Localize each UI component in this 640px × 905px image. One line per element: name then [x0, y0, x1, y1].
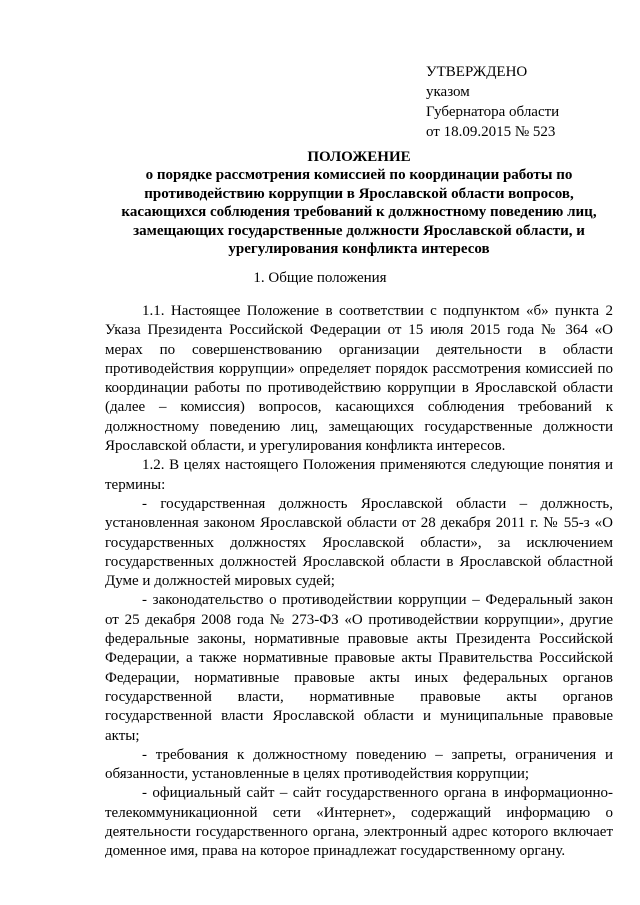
- approval-status: УТВЕРЖДЕНО: [426, 64, 528, 80]
- approval-stamp: [426, 62, 559, 142]
- document-subtitle-line: противодействию коррупции в Ярославской области вопросов,: [144, 185, 574, 202]
- document-subtitle-line: замещающих государственные должности Ярославской области, и: [133, 222, 585, 239]
- approval-authority: Губернатора области: [426, 104, 560, 120]
- section-heading: 1. Общие положения: [253, 270, 387, 286]
- paragraph-1-2: 1.2. В целях настоящего Положения применяются следующие понятия и термины:: [105, 457, 613, 493]
- document-subtitle-line: урегулирования конфликта интересов: [228, 241, 490, 258]
- document-subtitle-line: о порядке рассмотрения комиссией по координации работы по: [145, 167, 573, 184]
- document-body: [105, 302, 613, 862]
- paragraph-1-1: 1.1. Настоящее Положение в соответствии с подпунктом «б» пункта 2 Указа Президента Российской Федерации от 15 июля 2015 года № 364 «О мерах по совершенствованию организации деятельности в области противодействия коррупции» определяет порядок рассмотрения комиссией по координации работы по противодействию коррупции в Ярославской области (далее – комиссия) вопросов, касающихся соблюдения требований к должностному поведению лиц, замещающих государственные должности Ярославской области, и урегулирования конфликта интересов.: [105, 303, 613, 455]
- approval-document-type: указом: [426, 84, 470, 100]
- document-heading: [100, 148, 618, 258]
- document-title: ПОЛОЖЕНИЕ: [307, 149, 411, 165]
- definition-anticorruption-law: - законодательство о противодействии коррупции – Федеральный закон от 25 декабря 2008 года № 273-ФЗ «О противодействии коррупции», другие федеральные законы, нормативные правовые акты Президента Российской Федерации, а также нормативные правовые акты Правительства Российской Федерации, нормативные правовые акты иных федеральных органов государственной власти, нормативные правовые акты органов государственной власти Ярославской области и муниципальные правовые акты;: [105, 592, 613, 744]
- document-subtitle-line: касающихся соблюдения требований к должностному поведению лиц,: [121, 204, 597, 221]
- approval-date-number: от 18.09.2015 № 523: [426, 124, 556, 140]
- definition-conduct-requirements: - требования к должностному поведению – запреты, ограничения и обязанности, установленные в целях противодействия коррупции;: [105, 746, 613, 783]
- definition-state-position: - государственная должность Ярославской области – должность, установленная законом Ярославской области от 28 декабря 2011 г. № 55-з «О государственных должностях Ярославской области», за исключением государственных должностей Ярославской области в Ярославской областной Думе и должностей мировых судей;: [105, 495, 613, 590]
- definition-official-site: - официальный сайт – сайт государственного органа в информационно-телекоммуникационной сети «Интернет», содержащий информацию о деятельности государственного органа, электронный адрес которого включает доменное имя, права на которое принадлежат государственному органу.: [105, 785, 613, 860]
